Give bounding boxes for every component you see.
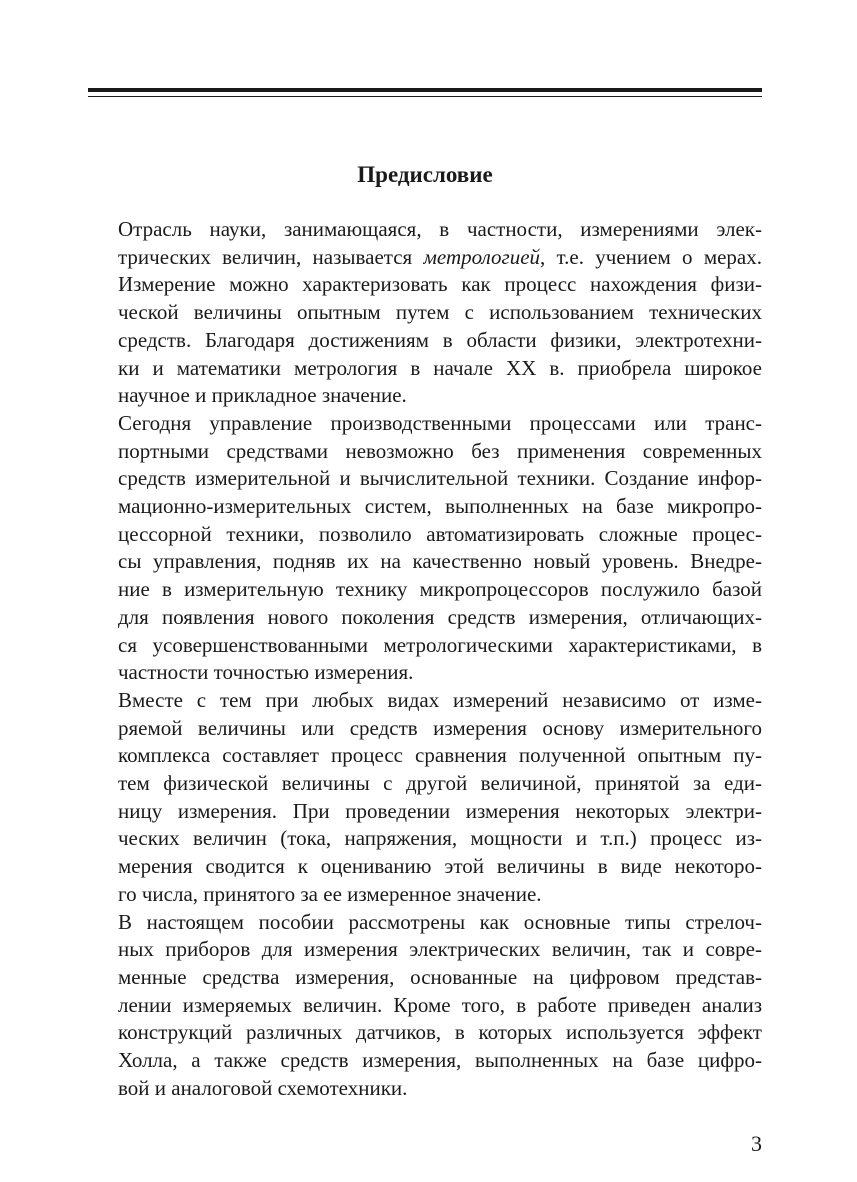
text-line: научное и прикладное значение. [118,383,407,408]
text-line: конструкций различных датчиков, в которых используется эффект [118,1020,762,1045]
text-line: Вместе с тем при любых видах измерений независимо от изме- [118,687,762,712]
header-rule-thick [88,88,762,92]
text-line: для появления нового поколения средств измерения, отличающих- [118,604,762,629]
text-line: ряемой величины или средств измерения основу измерительного [118,715,762,740]
body-text [88,216,762,1103]
text-line: цессорной техники, позволило автоматизировать сложные процес- [118,521,762,546]
text-line [88,244,762,272]
paragraph-3 [88,687,762,909]
text-line: ние в измерительную технику микропроцессоров послужило базой [118,577,762,602]
paragraph-4 [88,909,762,1103]
text-line: Отрасль науки, занимающаяся, в частности, измерениями элек- [118,217,762,241]
text-line: Холла, а также средств измерения, выполненных на базе цифро- [118,1048,762,1073]
text-line: ных приборов для измерения электрических величин, так и совре- [118,937,762,962]
text-line: мерения сводится к оцениванию этой величины в виде некоторо- [118,854,762,879]
text-line: ческой величины опытным путем с использованием технических [118,300,762,325]
text-line: средств измерительной и вычислительной техники. Создание инфор- [118,466,762,491]
text-line: ческих величин (тока, напряжения, мощности и т.п.) процесс из- [118,826,762,851]
paragraph-1 [88,216,762,410]
text-line: го числа, принятого за ее измеренное значение. [118,881,542,906]
text-line: портными средствами невозможно без применения современных [118,438,762,463]
text-line: тем физической величины с другой величиной, принятой за еди- [118,771,762,796]
text-line: Сегодня управление производственными процессами или транс- [118,410,762,435]
text-line: ки и математики метрология в начале XX в. приобрела широкое [118,355,762,380]
page-number: 3 [751,1131,762,1156]
text-line: сы управления, подняв их на качественно новый уровень. Внедре- [118,549,762,574]
text-fragment: , т.е. учением о мерах. [540,244,762,269]
text-line: комплекса составляет процесс сравнения полученной опытным пу- [118,743,762,768]
page-title: Предисловие [357,162,493,187]
text-line: менные средства измерения, основанные на цифровом представ- [118,964,762,989]
text-line: вой и аналоговой схемотехники. [118,1075,408,1100]
text-line: средств. Благодаря достижениям в области физики, электротехни- [118,327,762,352]
text-line: мационно-измерительных систем, выполненных на базе микропро- [118,494,762,519]
emphasis-term: метрологией [423,244,541,269]
text-line: ся усовершенствованными метрологическими характеристиками, в [118,632,762,657]
text-line: В настоящем пособии рассмотрены как основные типы стрелоч- [118,909,762,934]
text-line: частности точностью измерения. [118,660,414,685]
text-line: лении измеряемых величин. Кроме того, в работе приведен анализ [118,992,762,1017]
text-line: Измерение можно характеризовать как процесс нахождения физи- [118,272,762,297]
paragraph-2 [88,410,762,687]
text-line: ницу измерения. При проведении измерения некоторых электри- [118,798,762,823]
text-fragment: трических величин, называется [118,244,424,269]
header-rule-thin [88,96,762,97]
